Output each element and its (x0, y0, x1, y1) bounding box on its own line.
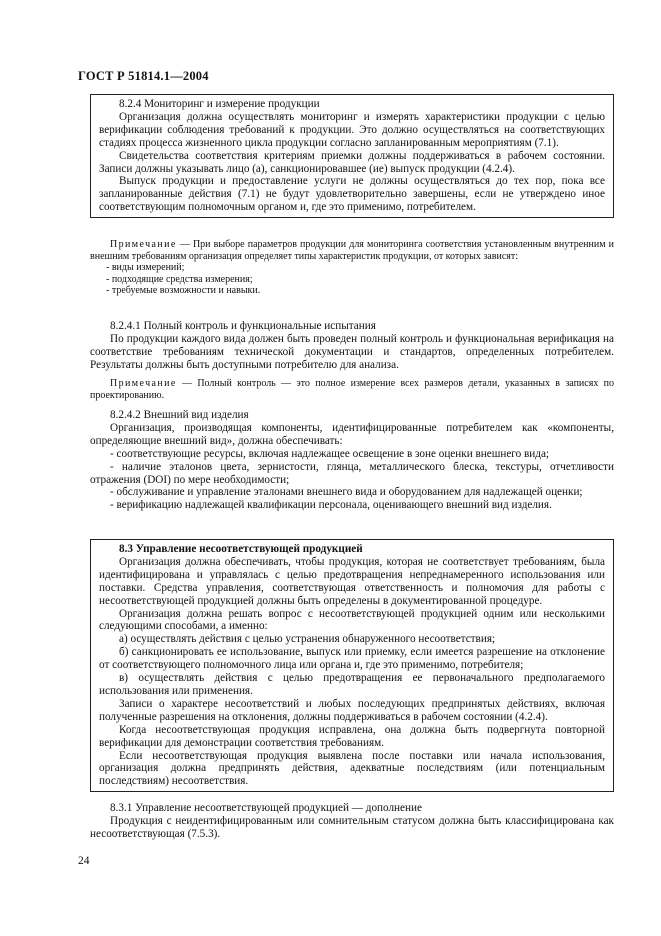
paragraph: Продукция с неидентифицированным или сомнительным статусом должна быть классифицирована как несоответствующая (7.5.3). (90, 814, 614, 840)
paragraph: Организация должна обеспечивать, чтобы продукция, которая не соответствует требованиям, была идентифицирована и управлялась с целью предотвращения непреднамеренного использования или поставки. Средства управления, соответствующая ответственность и полномочия для работы с несоответствующей продукцией должны быть определены в документированной процедуре. (99, 555, 605, 607)
list-item: - верификацию надлежащей квалификации персонала, оценивающего внешний вид изделия. (110, 499, 552, 512)
list-item: - виды измерений; (106, 262, 185, 274)
paragraph: Когда несоответствующая продукция исправлена, она должна быть подвергнута повторной верификации для демонстрации соответствия требованиям. (99, 723, 605, 749)
note-body: — Полный контроль — это полное измерение всех размеров детали, указанных в записях по проектированию. (90, 378, 614, 401)
list-item: в) осуществлять действия с целью предотвращения ее первоначального предполагаемого использования или применения. (99, 672, 605, 697)
paragraph: По продукции каждого вида должен быть проведен полный контроль и функциональная верификация на соответствие требованиям технической документации и стандартов, определенных потребителем. Результаты должны быть доступными потребителю для анализа. (90, 332, 614, 371)
list-item: - обслуживание и управление эталонами внешнего вида и оборудованием для надлежащей оценки; (110, 486, 583, 499)
paragraph: Выпуск продукции и предоставление услуги не должны осуществляться до тех пор, пока все запланированные действия (7.1) не будут удовлетворительно завершены, если не утверждено иное соответствующим полномочным органом и, где это применимо, потребителем. (99, 175, 605, 214)
section-8-3-1 (90, 802, 614, 841)
paragraph: Свидетельства соответствия критериям приемки должны поддерживаться в рабочем состоянии. Записи должны указывать лицо (а), санкционировавшее (ие) выпуск продукции (4.2.4). (99, 149, 605, 175)
paragraph: Записи о характере несоответствий и любых последующих предпринятых действиях, включая полученные разрешения на отклонения, должны поддерживаться в рабочем состоянии (4.2.4). (99, 697, 605, 723)
note-text (90, 378, 614, 401)
paragraph: Организация должна решать вопрос с несоответствующей продукцией одним или несколькими следующими способами, а именно: (99, 607, 605, 633)
section-title: 8.2.4.2 Внешний вид изделия (110, 409, 249, 421)
section-title: 8.2.4.1 Полный контроль и функциональные испытания (110, 320, 376, 332)
section-title: 8.2.4 Мониторинг и измерение продукции (119, 98, 320, 110)
section-title: 8.3.1 Управление несоответствующей продукцией — дополнение (110, 802, 422, 814)
section-8-2-4-1 (90, 320, 614, 372)
paragraph: Организация, производящая компоненты, идентифицированные потребителем как «компоненты, определяющие внешний вид», должна обеспечивать: (90, 421, 614, 447)
list-item: - соответствующие ресурсы, включая надлежащее освещение в зоне оценки внешнего вида; (110, 447, 550, 460)
note-label: Примечание (110, 239, 177, 250)
paragraph: Если несоответствующая продукция выявлена после поставки или начала использования, организация должна предпринять действия, адекватные последствиям (или потенциальным последствиям) несоответствия. (99, 749, 605, 788)
section-8-2-4-box (90, 94, 614, 218)
section-8-2-4-2 (90, 409, 614, 512)
list-item: а) осуществлять действия с целью устранения обнаруженного несоответствия; (119, 633, 496, 646)
note-block (90, 239, 614, 296)
note-text (90, 239, 614, 262)
note-body: — При выборе параметров продукции для мониторинга соответствия установленным внутренним и внешним требованиям организация определяет типы характеристик продукции, от которых зависят: (90, 239, 614, 262)
section-8-3-box (90, 539, 614, 792)
list-item: - наличие эталонов цвета, зернистости, глянца, металлического блеска, текстуры, отчетливости отражения (DOI) по мере необходимости; (90, 460, 614, 486)
note-label: Примечание (110, 378, 177, 389)
page-number: 24 (78, 855, 90, 867)
note-block (90, 378, 614, 401)
section-title: 8.3 Управление несоответствующей продукцией (119, 543, 363, 555)
list-item: б) санкционировать ее использование, выпуск или приемку, если имеется разрешение на отклонение от соответствующего полномочного лица или органа и, где это применимо, потребителя; (99, 646, 605, 672)
list-item: - требуемые возможности и навыки. (106, 285, 261, 296)
paragraph: Организация должна осуществлять мониторинг и измерять характеристики продукции с целью верификации соблюдения требований к продукции. Это должно осуществляться на соответствующих стадиях процесса жизненного цикла продукции согласно запланированным мероприятиям (7.1). (99, 110, 605, 149)
list-item: - подходящие средства измерения; (106, 273, 253, 285)
document-header: ГОСТ Р 51814.1—2004 (78, 69, 209, 83)
